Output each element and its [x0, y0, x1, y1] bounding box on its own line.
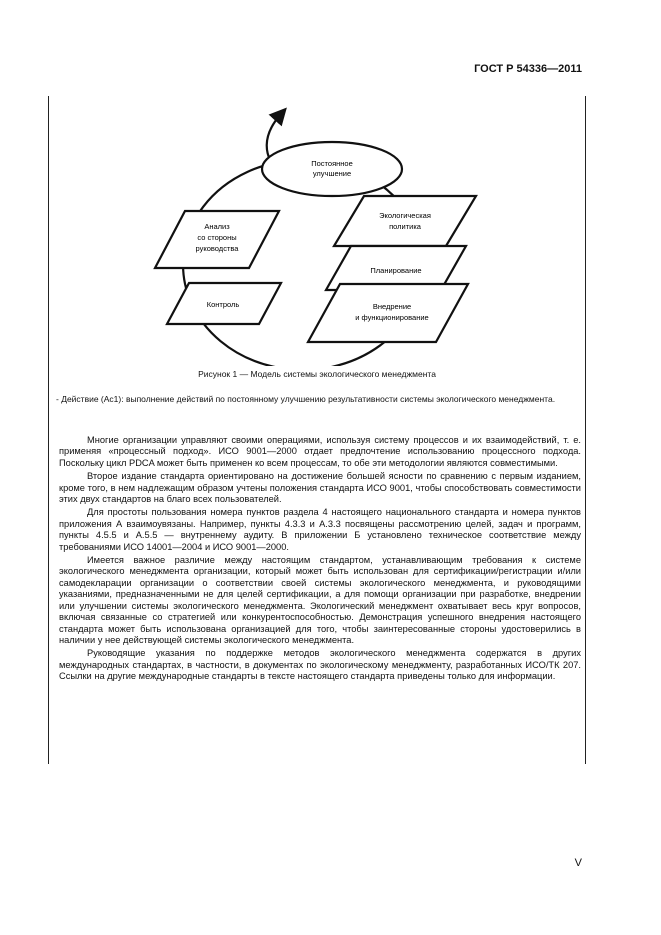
- content-frame: [48, 96, 586, 764]
- paragraph: Руководящие указания по поддержке методов экологического менеджмента содержатся в других международных стандартах, в частности, в документах по экологическому менеджменту, разработанных ИСО/ТК 207. Ссылки на другие международные стандарты в тексте настоящего стандарта приведены только для информации.: [59, 648, 581, 682]
- page-number: V: [574, 857, 582, 869]
- figure-caption: Рисунок 1 — Модель системы экологического менеджмента: [198, 369, 436, 379]
- right-2-label: Планирование: [370, 266, 422, 275]
- top-label-line-1: Постоянное: [311, 159, 353, 168]
- standard-number: ГОСТ Р 54336—2011: [474, 63, 582, 75]
- ems-model-diagram: [49, 96, 585, 366]
- right-3-label-line-1: Внедрение: [372, 302, 412, 311]
- top-label-line-2: улучшение: [312, 169, 352, 178]
- body-text: [59, 435, 581, 685]
- left-top-label-line-1: Анализ: [204, 222, 230, 231]
- paragraph: Второе издание стандарта ориентировано на достижение большей ясности по сравнению с первым изданием, кроме того, в нем надлежащим образом учтены положения стандарта ИСО 9001, чтобы способствовать совместимости этих двух стандартов на благо всех пользователей.: [59, 471, 581, 505]
- paragraph: Многие организации управляют своими операциями, используя систему процессов и их взаимодействий, т. е. применяя «процессный подход». ИСО 9001—2000 отдает предпочтение использованию процессного подхода. Поскольку цикл PDCA может быть применен ко всем процессам, то обе эти методологии являются совместимыми.: [59, 435, 581, 468]
- left-bottom-label: Контроль: [206, 300, 240, 309]
- paragraph: Имеется важное различие между настоящим стандартом, устанавливающим требования к системе экологического менеджмента организации, который может быть использован для сертификации/регистрации и/или самодекларации организации о соответствии своей системы экологического менеджмента, и руководящими указаниями, предназначенными не для целей сертификации, а для помощи организации при разработке, внедрении или улучшении системы экологического менеджмента. Экологический менеджмент охватывает весь круг вопросов, включая связанные со стратегией или конкурентоспособностью. Демонстрация успешного внедрения настоящего стандарта может быть использована организацией для того, чтобы заинтересованные стороны удостоверились в наличии у нее действующей системы экологического менеджмента.: [59, 555, 581, 645]
- environmental-policy-box: [334, 196, 476, 246]
- right-1-label-line-1: Экологическая: [379, 211, 431, 220]
- left-top-label-line-3: руководства: [195, 244, 239, 253]
- left-top-label-line-2: со стороны: [197, 233, 237, 242]
- action-note: - Действие (Ac1): выполнение действий по постоянному улучшению результативности системы экологического менеджмента.: [56, 394, 556, 404]
- right-1-label-line-2: политика: [389, 222, 421, 231]
- right-3-label-line-2: и функционирование: [355, 313, 429, 322]
- paragraph: Для простоты пользования номера пунктов раздела 4 настоящего национального стандарта и номера пунктов приложения А взаимоувязаны. Например, пункты 4.3.3 и А.3.3 посвящены рассмотрению целей, задач и программ, пункты 4.5.5 и А.5.5 — внутреннему аудиту. В приложении Б установлено техническое соответствие между требованиями ИСО 14001—2004 и ИСО 9001—2000.: [59, 507, 581, 552]
